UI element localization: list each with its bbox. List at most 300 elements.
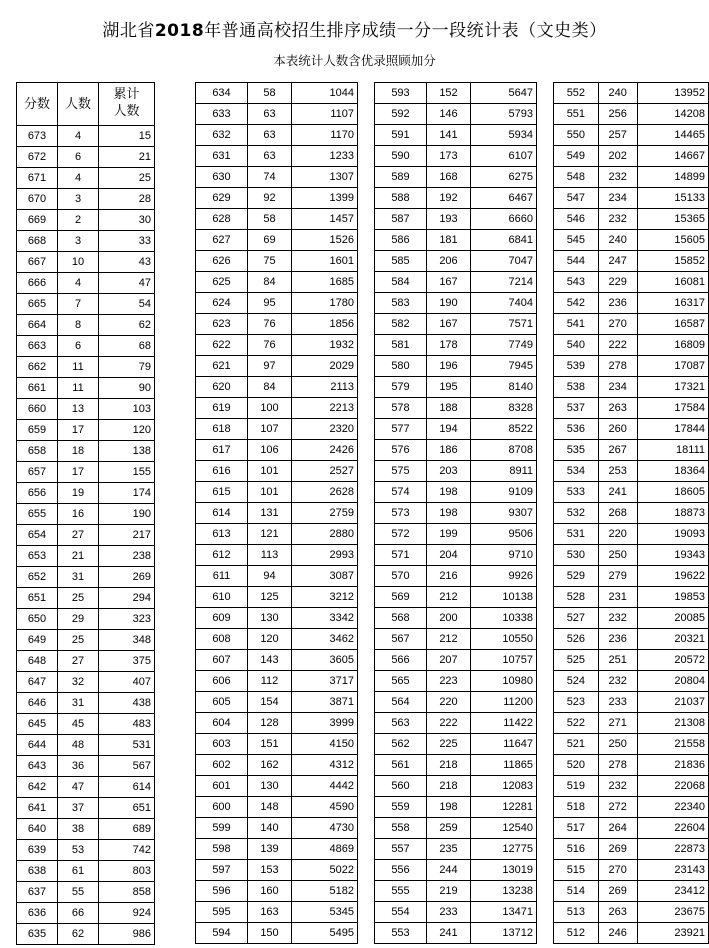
score-cell: 550 <box>554 125 599 146</box>
score-cell: 536 <box>554 419 599 440</box>
count-cell: 218 <box>427 755 471 776</box>
cumulative-cell: 3342 <box>292 608 358 629</box>
count-cell: 222 <box>598 335 637 356</box>
score-cell: 576 <box>375 440 427 461</box>
table-row <box>17 441 155 462</box>
cumulative-cell: 3212 <box>292 587 358 608</box>
table-row <box>17 168 155 189</box>
cumulative-cell: 986 <box>99 924 155 945</box>
count-cell: 38 <box>58 819 99 840</box>
score-cell: 610 <box>196 587 248 608</box>
count-cell: 251 <box>598 650 637 671</box>
cumulative-cell: 23921 <box>637 923 708 944</box>
score-cell: 531 <box>554 524 599 545</box>
cumulative-cell: 13952 <box>637 83 708 104</box>
score-cell: 547 <box>554 188 599 209</box>
score-cell: 613 <box>196 524 248 545</box>
cumulative-cell: 25 <box>99 168 155 189</box>
count-cell: 61 <box>58 861 99 882</box>
table-row <box>375 125 537 146</box>
count-cell: 97 <box>248 356 292 377</box>
cumulative-cell: 22604 <box>637 818 708 839</box>
score-cell: 559 <box>375 797 427 818</box>
table-row <box>375 671 537 692</box>
count-cell: 69 <box>248 230 292 251</box>
score-cell: 522 <box>554 713 599 734</box>
table-row <box>554 230 709 251</box>
score-cell: 625 <box>196 272 248 293</box>
table-row <box>17 252 155 273</box>
score-cell: 519 <box>554 776 599 797</box>
table-row <box>375 209 537 230</box>
score-cell: 515 <box>554 860 599 881</box>
table-row <box>554 440 709 461</box>
table-row <box>554 524 709 545</box>
count-cell: 55 <box>58 882 99 903</box>
count-cell: 37 <box>58 798 99 819</box>
table-row <box>17 273 155 294</box>
score-cell: 670 <box>17 189 58 210</box>
cumulative-cell: 5495 <box>292 923 358 944</box>
header-cumulative <box>99 83 155 126</box>
count-cell: 84 <box>248 272 292 293</box>
score-cell: 622 <box>196 335 248 356</box>
table-row <box>196 545 358 566</box>
count-cell: 188 <box>427 398 471 419</box>
cumulative-cell: 375 <box>99 651 155 672</box>
cumulative-cell: 5793 <box>471 104 537 125</box>
score-cell: 671 <box>17 168 58 189</box>
score-cell: 645 <box>17 714 58 735</box>
cumulative-cell: 18364 <box>637 461 708 482</box>
cumulative-cell: 20804 <box>637 671 708 692</box>
score-cell: 598 <box>196 839 248 860</box>
count-cell: 270 <box>598 314 637 335</box>
count-cell: 278 <box>598 755 637 776</box>
cumulative-cell: 3605 <box>292 650 358 671</box>
count-cell: 268 <box>598 503 637 524</box>
count-cell: 21 <box>58 546 99 567</box>
cumulative-cell: 18111 <box>637 440 708 461</box>
count-cell: 198 <box>427 797 471 818</box>
count-cell: 250 <box>598 545 637 566</box>
count-cell: 216 <box>427 566 471 587</box>
cumulative-cell: 742 <box>99 840 155 861</box>
score-cell: 574 <box>375 482 427 503</box>
table-row <box>554 776 709 797</box>
count-cell: 101 <box>248 461 292 482</box>
count-cell: 101 <box>248 482 292 503</box>
table-row <box>554 797 709 818</box>
cumulative-cell: 8522 <box>471 419 537 440</box>
cumulative-cell: 7945 <box>471 356 537 377</box>
table-row <box>554 167 709 188</box>
score-cell: 553 <box>375 923 427 944</box>
count-cell: 32 <box>58 672 99 693</box>
count-cell: 203 <box>427 461 471 482</box>
table-row <box>554 713 709 734</box>
score-cell: 579 <box>375 377 427 398</box>
score-cell: 602 <box>196 755 248 776</box>
count-cell: 130 <box>248 776 292 797</box>
table-row <box>554 860 709 881</box>
score-cell: 528 <box>554 587 599 608</box>
count-cell: 225 <box>427 734 471 755</box>
score-cell: 564 <box>375 692 427 713</box>
count-cell: 196 <box>427 356 471 377</box>
score-cell: 595 <box>196 902 248 923</box>
count-cell: 74 <box>248 167 292 188</box>
score-cell: 516 <box>554 839 599 860</box>
score-cell: 543 <box>554 272 599 293</box>
score-cell: 628 <box>196 209 248 230</box>
score-cell: 575 <box>375 461 427 482</box>
cumulative-cell: 11647 <box>471 734 537 755</box>
cumulative-cell: 2759 <box>292 503 358 524</box>
table-row <box>17 147 155 168</box>
table-row <box>196 251 358 272</box>
count-cell: 154 <box>248 692 292 713</box>
cumulative-cell: 28 <box>99 189 155 210</box>
table-row <box>17 903 155 924</box>
score-cell: 612 <box>196 545 248 566</box>
count-cell: 19 <box>58 483 99 504</box>
cumulative-cell: 18873 <box>637 503 708 524</box>
table-row <box>554 566 709 587</box>
count-cell: 95 <box>248 293 292 314</box>
table-row <box>196 692 358 713</box>
table-row <box>196 755 358 776</box>
count-cell: 270 <box>598 860 637 881</box>
cumulative-cell: 5182 <box>292 881 358 902</box>
table-row <box>196 482 358 503</box>
count-cell: 63 <box>248 104 292 125</box>
score-cell: 573 <box>375 503 427 524</box>
cumulative-cell: 9710 <box>471 545 537 566</box>
table-row <box>17 840 155 861</box>
table-row <box>375 251 537 272</box>
table-row <box>196 209 358 230</box>
table-row <box>375 104 537 125</box>
cumulative-cell: 1170 <box>292 125 358 146</box>
count-cell: 36 <box>58 756 99 777</box>
cumulative-cell: 9506 <box>471 524 537 545</box>
score-cell: 642 <box>17 777 58 798</box>
count-cell: 232 <box>598 209 637 230</box>
table-row <box>17 420 155 441</box>
cumulative-cell: 47 <box>99 273 155 294</box>
cumulative-cell: 16809 <box>637 335 708 356</box>
count-cell: 192 <box>427 188 471 209</box>
score-cell: 587 <box>375 209 427 230</box>
table-row <box>375 524 537 545</box>
count-cell: 48 <box>58 735 99 756</box>
cumulative-cell: 19093 <box>637 524 708 545</box>
score-cell: 619 <box>196 398 248 419</box>
count-cell: 53 <box>58 840 99 861</box>
cumulative-cell: 7214 <box>471 272 537 293</box>
cumulative-cell: 3087 <box>292 566 358 587</box>
score-cell: 593 <box>375 83 427 104</box>
count-cell: 231 <box>598 587 637 608</box>
cumulative-cell: 22873 <box>637 839 708 860</box>
table-row <box>554 818 709 839</box>
count-cell: 18 <box>58 441 99 462</box>
table-row <box>17 630 155 651</box>
cumulative-cell: 22068 <box>637 776 708 797</box>
cumulative-cell: 17844 <box>637 419 708 440</box>
count-cell: 220 <box>427 692 471 713</box>
score-cell: 556 <box>375 860 427 881</box>
cumulative-cell: 238 <box>99 546 155 567</box>
score-cell: 672 <box>17 147 58 168</box>
count-cell: 253 <box>598 461 637 482</box>
cumulative-cell: 689 <box>99 819 155 840</box>
table-row <box>554 104 709 125</box>
score-cell: 614 <box>196 503 248 524</box>
count-cell: 167 <box>427 272 471 293</box>
cumulative-cell: 9307 <box>471 503 537 524</box>
table-row <box>375 398 537 419</box>
score-cell: 539 <box>554 356 599 377</box>
count-cell: 194 <box>427 419 471 440</box>
count-cell: 130 <box>248 608 292 629</box>
table-row <box>17 798 155 819</box>
score-table-block-2 <box>195 82 358 944</box>
count-cell: 8 <box>58 315 99 336</box>
cumulative-cell: 8911 <box>471 461 537 482</box>
cumulative-cell: 9926 <box>471 566 537 587</box>
count-cell: 10 <box>58 252 99 273</box>
count-cell: 31 <box>58 693 99 714</box>
table-row <box>17 462 155 483</box>
count-cell: 128 <box>248 713 292 734</box>
count-cell: 160 <box>248 881 292 902</box>
score-cell: 663 <box>17 336 58 357</box>
table-row <box>196 881 358 902</box>
table-row <box>17 672 155 693</box>
table-row <box>554 377 709 398</box>
table-row <box>554 314 709 335</box>
cumulative-cell: 1526 <box>292 230 358 251</box>
count-cell: 152 <box>427 83 471 104</box>
cumulative-cell: 3462 <box>292 629 358 650</box>
score-cell: 597 <box>196 860 248 881</box>
score-cell: 634 <box>196 83 248 104</box>
table-row <box>196 83 358 104</box>
title-year: 2018 <box>154 21 205 41</box>
cumulative-cell: 138 <box>99 441 155 462</box>
score-cell: 532 <box>554 503 599 524</box>
cumulative-cell: 14465 <box>637 125 708 146</box>
score-cell: 537 <box>554 398 599 419</box>
table-row <box>196 335 358 356</box>
page-title <box>0 16 709 41</box>
score-cell: 639 <box>17 840 58 861</box>
count-cell: 2 <box>58 210 99 231</box>
table-row <box>554 482 709 503</box>
score-table-block-1 <box>16 82 155 945</box>
table-row <box>17 294 155 315</box>
score-cell: 567 <box>375 629 427 650</box>
score-cell: 525 <box>554 650 599 671</box>
count-cell: 264 <box>598 818 637 839</box>
score-cell: 640 <box>17 819 58 840</box>
count-cell: 107 <box>248 419 292 440</box>
score-cell: 647 <box>17 672 58 693</box>
count-cell: 233 <box>427 902 471 923</box>
table-row <box>196 587 358 608</box>
score-cell: 520 <box>554 755 599 776</box>
score-cell: 649 <box>17 630 58 651</box>
count-cell: 58 <box>248 83 292 104</box>
score-cell: 551 <box>554 104 599 125</box>
count-cell: 139 <box>248 839 292 860</box>
cumulative-cell: 2320 <box>292 419 358 440</box>
table-row <box>554 587 709 608</box>
count-cell: 173 <box>427 146 471 167</box>
cumulative-cell: 2628 <box>292 482 358 503</box>
cumulative-cell: 1044 <box>292 83 358 104</box>
cumulative-cell: 1107 <box>292 104 358 125</box>
count-cell: 62 <box>58 924 99 945</box>
cumulative-cell: 22340 <box>637 797 708 818</box>
score-cell: 632 <box>196 125 248 146</box>
cumulative-cell: 858 <box>99 882 155 903</box>
score-cell: 549 <box>554 146 599 167</box>
cumulative-cell: 17584 <box>637 398 708 419</box>
count-cell: 219 <box>427 881 471 902</box>
score-cell: 594 <box>196 923 248 944</box>
score-cell: 662 <box>17 357 58 378</box>
count-cell: 47 <box>58 777 99 798</box>
score-cell: 584 <box>375 272 427 293</box>
title-suffix: 年普通高校招生排序成绩一分一段统计表（文史类） <box>204 21 607 41</box>
cumulative-cell: 407 <box>99 672 155 693</box>
cumulative-cell: 7749 <box>471 335 537 356</box>
count-cell: 151 <box>248 734 292 755</box>
score-cell: 545 <box>554 230 599 251</box>
cumulative-cell: 11865 <box>471 755 537 776</box>
score-cell: 566 <box>375 650 427 671</box>
cumulative-cell: 21 <box>99 147 155 168</box>
count-cell: 4 <box>58 168 99 189</box>
cumulative-cell: 3999 <box>292 713 358 734</box>
table-row <box>554 251 709 272</box>
count-cell: 25 <box>58 630 99 651</box>
score-cell: 659 <box>17 420 58 441</box>
cumulative-cell: 23143 <box>637 860 708 881</box>
count-cell: 259 <box>427 818 471 839</box>
count-cell: 6 <box>58 336 99 357</box>
score-cell: 646 <box>17 693 58 714</box>
count-cell: 207 <box>427 650 471 671</box>
score-cell: 540 <box>554 335 599 356</box>
count-cell: 260 <box>598 419 637 440</box>
count-cell: 63 <box>248 146 292 167</box>
score-cell: 604 <box>196 713 248 734</box>
score-cell: 517 <box>554 818 599 839</box>
count-cell: 7 <box>58 294 99 315</box>
cumulative-cell: 2993 <box>292 545 358 566</box>
table-row <box>196 734 358 755</box>
count-cell: 11 <box>58 378 99 399</box>
count-cell: 163 <box>248 902 292 923</box>
table-row <box>17 651 155 672</box>
cumulative-cell: 90 <box>99 378 155 399</box>
table-row <box>554 293 709 314</box>
cumulative-cell: 4590 <box>292 797 358 818</box>
cumulative-cell: 21308 <box>637 713 708 734</box>
table-row <box>17 756 155 777</box>
score-cell: 572 <box>375 524 427 545</box>
cumulative-cell: 33 <box>99 231 155 252</box>
table-row <box>554 755 709 776</box>
table-row <box>196 146 358 167</box>
cumulative-cell: 438 <box>99 693 155 714</box>
cumulative-cell: 9109 <box>471 482 537 503</box>
score-cell: 669 <box>17 210 58 231</box>
score-cell: 542 <box>554 293 599 314</box>
count-cell: 236 <box>598 293 637 314</box>
cumulative-cell: 21836 <box>637 755 708 776</box>
table-row <box>375 188 537 209</box>
score-cell: 512 <box>554 923 599 944</box>
table-row <box>375 587 537 608</box>
table-row <box>196 776 358 797</box>
count-cell: 232 <box>598 776 637 797</box>
count-cell: 121 <box>248 524 292 545</box>
cumulative-cell: 20085 <box>637 608 708 629</box>
score-cell: 657 <box>17 462 58 483</box>
score-cell: 661 <box>17 378 58 399</box>
count-cell: 141 <box>427 125 471 146</box>
score-cell: 560 <box>375 776 427 797</box>
count-cell: 234 <box>598 188 637 209</box>
cumulative-cell: 1932 <box>292 335 358 356</box>
cumulative-cell: 1233 <box>292 146 358 167</box>
count-cell: 143 <box>248 650 292 671</box>
count-cell: 84 <box>248 377 292 398</box>
table-row <box>554 503 709 524</box>
score-cell: 623 <box>196 314 248 335</box>
table-row <box>375 734 537 755</box>
cumulative-cell: 17087 <box>637 356 708 377</box>
table-row <box>554 125 709 146</box>
count-cell: 263 <box>598 902 637 923</box>
score-cell: 658 <box>17 441 58 462</box>
count-cell: 66 <box>58 903 99 924</box>
table-row <box>375 755 537 776</box>
cumulative-cell: 348 <box>99 630 155 651</box>
header-score: 分数 <box>17 83 58 126</box>
score-cell: 524 <box>554 671 599 692</box>
table-row <box>17 525 155 546</box>
cumulative-cell: 10338 <box>471 608 537 629</box>
count-cell: 3 <box>58 189 99 210</box>
count-cell: 232 <box>598 671 637 692</box>
table-row <box>554 398 709 419</box>
count-cell: 58 <box>248 209 292 230</box>
score-cell: 656 <box>17 483 58 504</box>
score-cell: 627 <box>196 230 248 251</box>
count-cell: 186 <box>427 440 471 461</box>
cumulative-cell: 23675 <box>637 902 708 923</box>
table-row <box>375 566 537 587</box>
header-cumulative-line1: 累计 <box>113 87 140 103</box>
count-cell: 63 <box>248 125 292 146</box>
cumulative-cell: 21037 <box>637 692 708 713</box>
